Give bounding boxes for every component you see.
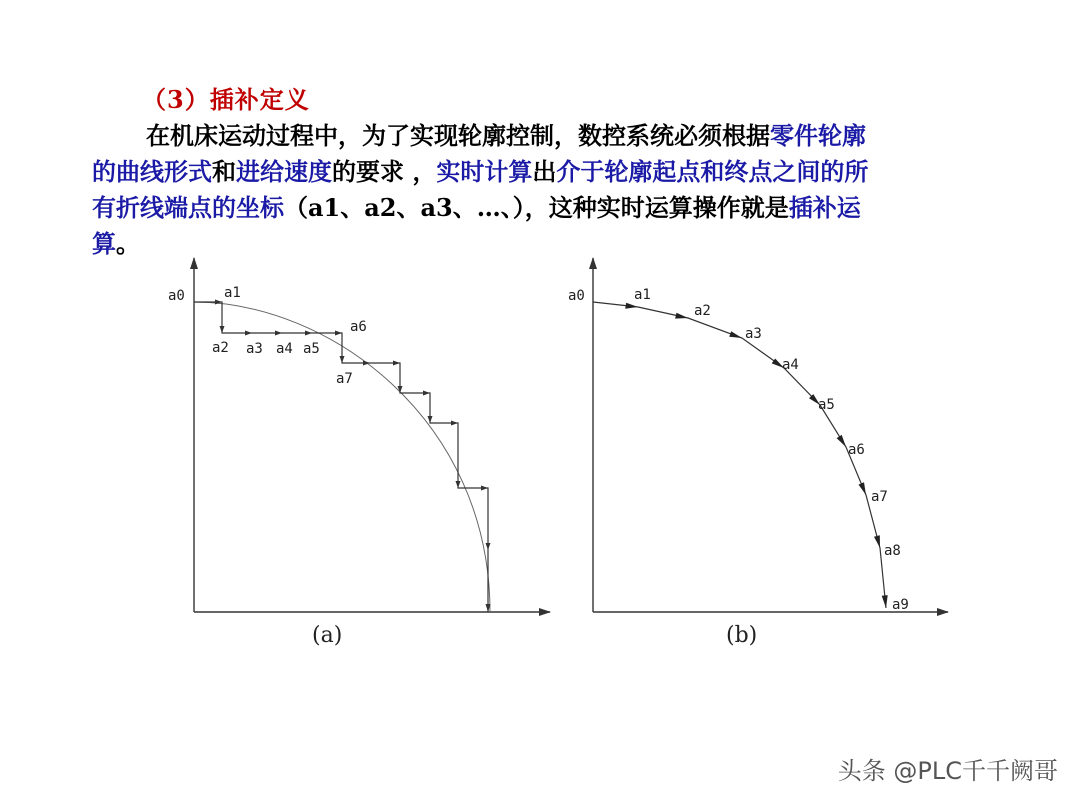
chord-arrow <box>729 331 742 338</box>
chord-arrow <box>882 595 888 608</box>
text-segment: 出 <box>532 157 557 186</box>
point-label-a3: a3 <box>246 341 263 357</box>
step-arrow <box>456 481 461 488</box>
highlight-term: 的曲线形式 <box>92 157 212 186</box>
text-segment: （a1、a2、a3、…、），这种实时运算操作就是 <box>284 193 789 222</box>
step-arrow <box>245 331 252 336</box>
point-label-a6: a6 <box>350 319 367 335</box>
step-arrow <box>305 331 312 336</box>
step-arrow <box>220 326 225 333</box>
highlight-term: 有折线端点的坐标 <box>92 193 284 222</box>
figure-caption-b: (b) <box>726 623 758 648</box>
point-label-a2: a2 <box>212 340 229 356</box>
chord-arrow <box>625 303 638 309</box>
point-label-a5: a5 <box>303 341 320 357</box>
step-arrow <box>481 486 488 491</box>
step-arrow <box>423 391 430 396</box>
point-label-a8: a8 <box>884 543 901 559</box>
chord-path <box>593 302 886 608</box>
highlight-term: 算 <box>92 229 116 258</box>
highlight-term: 介于轮廓起点和终点之间的所 <box>556 157 869 186</box>
step-arrow <box>451 421 458 426</box>
point-label-a0: a0 <box>568 288 585 304</box>
point-label-a5: a5 <box>818 397 835 413</box>
step-arrow <box>340 356 345 363</box>
point-label-a9: a9 <box>892 597 909 613</box>
step-arrow <box>486 543 491 550</box>
step-arrow <box>428 416 433 423</box>
chord-arrow <box>837 435 846 447</box>
figure-caption-a: (a) <box>312 623 343 648</box>
chord-arrow <box>675 313 688 319</box>
step-path <box>194 302 488 612</box>
point-label-a4: a4 <box>782 357 799 373</box>
point-label-a3: a3 <box>745 326 762 342</box>
point-label-a2: a2 <box>694 303 711 319</box>
point-label-a7: a7 <box>336 371 353 387</box>
watermark: 头条 @PLC千千阙哥 <box>837 757 1058 785</box>
point-label-a0: a0 <box>168 288 185 304</box>
step-arrow <box>393 361 400 366</box>
point-label-a6: a6 <box>848 442 865 458</box>
step-arrow <box>335 331 342 336</box>
section-heading: （3）插补定义 <box>142 85 310 114</box>
chord-arrow <box>874 535 880 548</box>
text-segment: 的要求 ， <box>332 157 437 186</box>
figure-b <box>568 258 948 648</box>
point-label-a1: a1 <box>634 287 651 303</box>
point-label-a4: a4 <box>276 341 293 357</box>
point-label-a1: a1 <box>224 285 241 301</box>
figure-a <box>168 258 550 648</box>
chord-arrow <box>859 482 867 495</box>
highlight-term: 零件轮廓 <box>770 121 866 150</box>
text-segment: 。 <box>116 229 140 258</box>
step-arrow <box>275 331 282 336</box>
text-segment: 和 <box>212 157 236 186</box>
highlight-term: 进给速度 <box>236 157 332 186</box>
highlight-term: 插补运 <box>788 193 861 222</box>
highlight-term: 实时计算 <box>436 157 533 186</box>
text-segment: 在机床运动过程中，为了实现轮廓控制，数控系统必须根据 <box>146 121 770 150</box>
point-label-a7: a7 <box>871 489 888 505</box>
